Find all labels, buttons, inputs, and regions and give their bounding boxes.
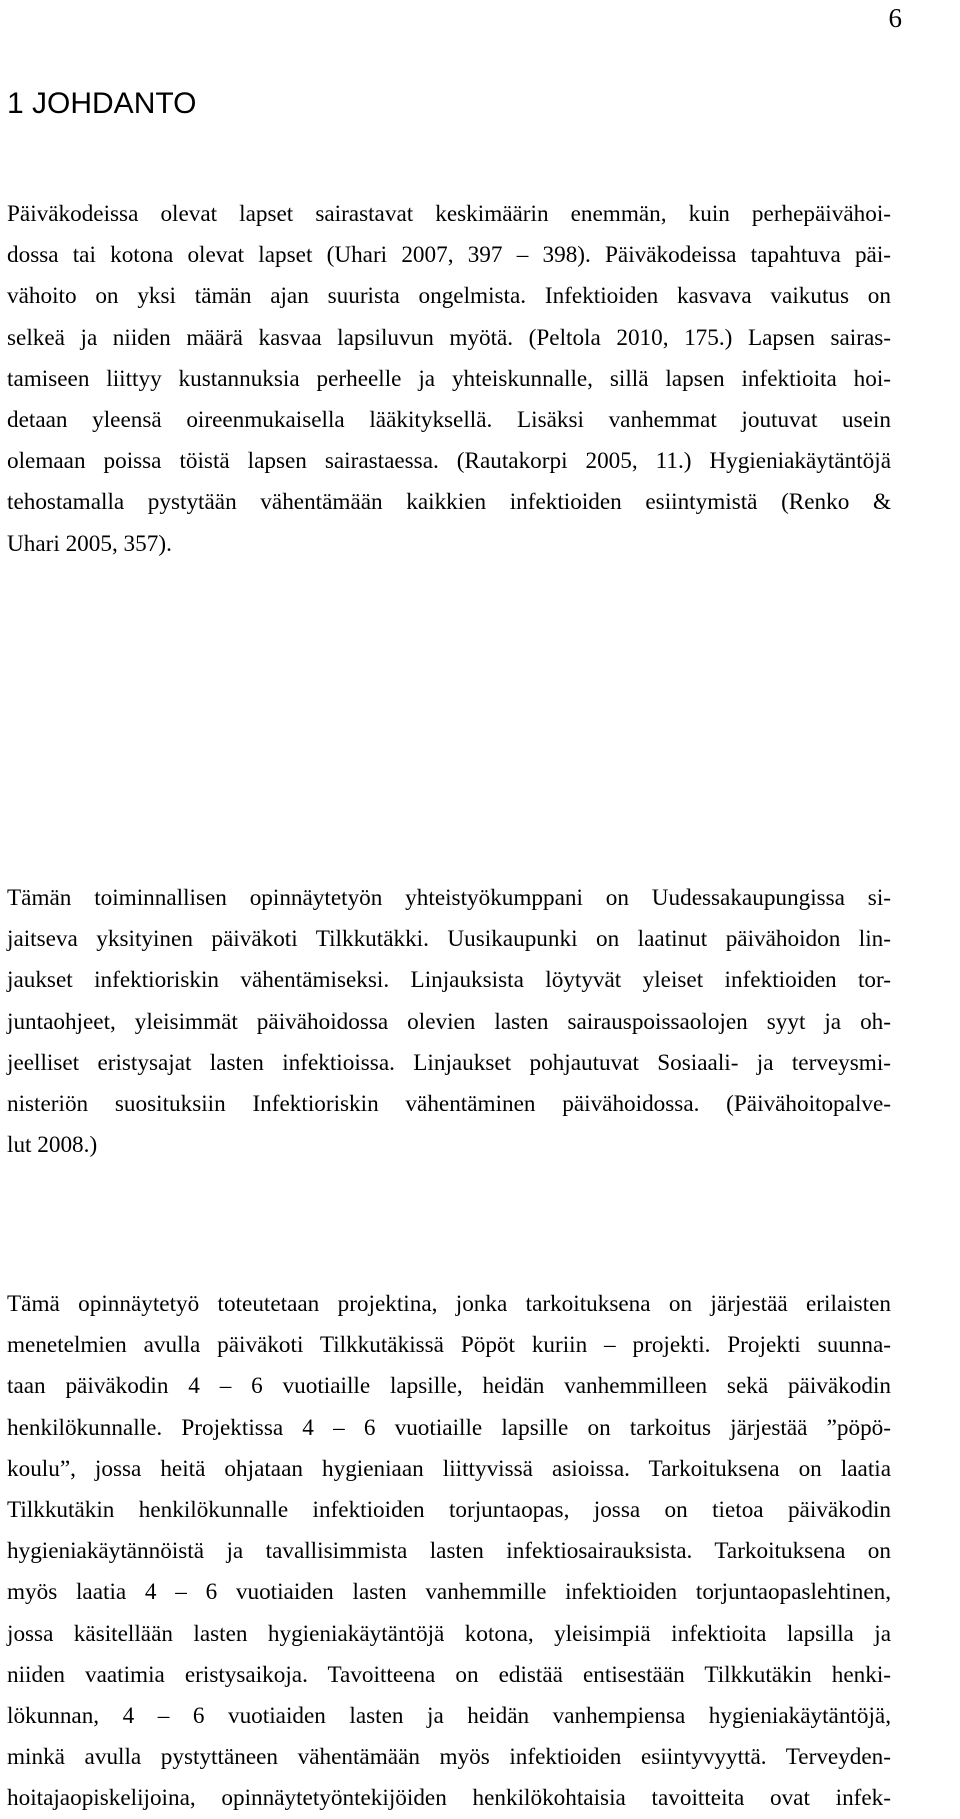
text-line: tehostamalla pystytään vähentämään kaikkien infektioiden esiintymistä (Renko & — [7, 489, 891, 516]
text-line: detaan yleensä oireenmukaisella lääkityksellä. Lisäksi vanhemmat joutuvat usein — [7, 406, 891, 433]
page-number: 6 — [888, 3, 902, 33]
text-line: lut 2008.) — [7, 1132, 98, 1159]
text-line: tamiseen liittyy kustannuksia perheelle ja yhteiskunnalle, sillä lapsen infektioita hoi- — [7, 365, 891, 392]
text-line: selkeä ja niiden määrä kasvaa lapsiluvun myötä. (Peltola 2010, 175.) Lapsen sairas- — [7, 324, 891, 351]
text-line: niiden vaatimia eristysaikoja. Tavoitteena on edistää entisestään Tilkkutäkin henki- — [7, 1661, 891, 1688]
text-line: jeelliset eristysajat lasten infektioissa. Linjaukset pohjautuvat Sosiaali- ja terveysmi- — [7, 1049, 891, 1076]
text-line: hoitajaopiskelijoina, opinnäytetyöntekijöiden henkilökohtaisia tavoitteita ovat infek- — [7, 1785, 891, 1812]
text-line: Tilkkutäkin henkilökunnalle infektioiden torjuntaopas, jossa on tietoa päiväkodin — [7, 1496, 891, 1523]
text-line: minkä avulla pystyttäneen vähentämään myös infektioiden esiintyvyyttä. Terveyden- — [7, 1744, 891, 1771]
text-line: hygieniakäytännöistä ja tavallisimmista lasten infektiosairauksista. Tarkoituksena on — [7, 1538, 891, 1565]
text-line: jossa käsitellään lasten hygieniakäytäntöjä kotona, yleisimpiä infektioita lapsilla ja — [7, 1620, 891, 1647]
text-line: dossa tai kotona olevat lapset (Uhari 2007, 397 – 398). Päiväkodeissa tapahtuva päi- — [7, 242, 891, 269]
text-line: henkilökunnalle. Projektissa 4 – 6 vuotiaille lapsille on tarkoitus järjestää ”pöpö- — [7, 1414, 891, 1441]
text-line: Tämä opinnäytetyö toteutetaan projektina, jonka tarkoituksena on järjestää erilaisten — [7, 1291, 891, 1317]
text-line: Uhari 2005, 357). — [7, 530, 172, 557]
paragraph-2 — [7, 878, 891, 1166]
text-line: Päiväkodeissa olevat lapset sairastavat keskimäärin enemmän, kuin perhepäivähoi- — [7, 201, 891, 227]
text-line: jaitseva yksityinen päiväkoti Tilkkutäkki. Uusikaupunki on laatinut päivähoidon lin- — [7, 926, 891, 953]
paragraph-1 — [7, 194, 891, 565]
text-line: jaukset infektioriskin vähentämiseksi. Linjauksista löytyvät yleiset infektioiden tor- — [7, 967, 891, 994]
text-line: vähoito on yksi tämän ajan suurista ongelmista. Infektioiden kasvava vaikutus on — [7, 283, 891, 310]
text-line: taan päiväkodin 4 – 6 vuotiaille lapsille, heidän vanhemmilleen sekä päiväkodin — [7, 1373, 891, 1400]
text-line: juntaohjeet, yleisimmät päivähoidossa olevien lasten sairauspoissaolojen syyt ja oh- — [7, 1008, 891, 1035]
text-line: koulu”, jossa heitä ohjataan hygieniaan liittyvissä asioissa. Tarkoituksena on laatia — [7, 1455, 891, 1482]
text-line: menetelmien avulla päiväkoti Tilkkutäkissä Pöpöt kuriin – projekti. Projekti suunna- — [7, 1332, 891, 1359]
text-line: myös laatia 4 – 6 vuotiaiden lasten vanhemmille infektioiden torjuntaopaslehtinen, — [7, 1579, 891, 1606]
paragraph-3 — [7, 1284, 891, 1819]
text-line: olemaan poissa töistä lapsen sairastaessa. (Rautakorpi 2005, 11.) Hygieniakäytäntöjä — [7, 448, 891, 475]
text-line: lökunnan, 4 – 6 vuotiaiden lasten ja heidän vanhempiensa hygieniakäytäntöjä, — [7, 1702, 891, 1729]
text-line: nisteriön suosituksiin Infektioriskin vähentäminen päivähoidossa. (Päivähoitopalve- — [7, 1090, 891, 1117]
chapter-heading: 1 JOHDANTO — [7, 87, 197, 120]
text-line: Tämän toiminnallisen opinnäytetyön yhteistyökumppani on Uudessakaupungissa si- — [7, 885, 891, 911]
